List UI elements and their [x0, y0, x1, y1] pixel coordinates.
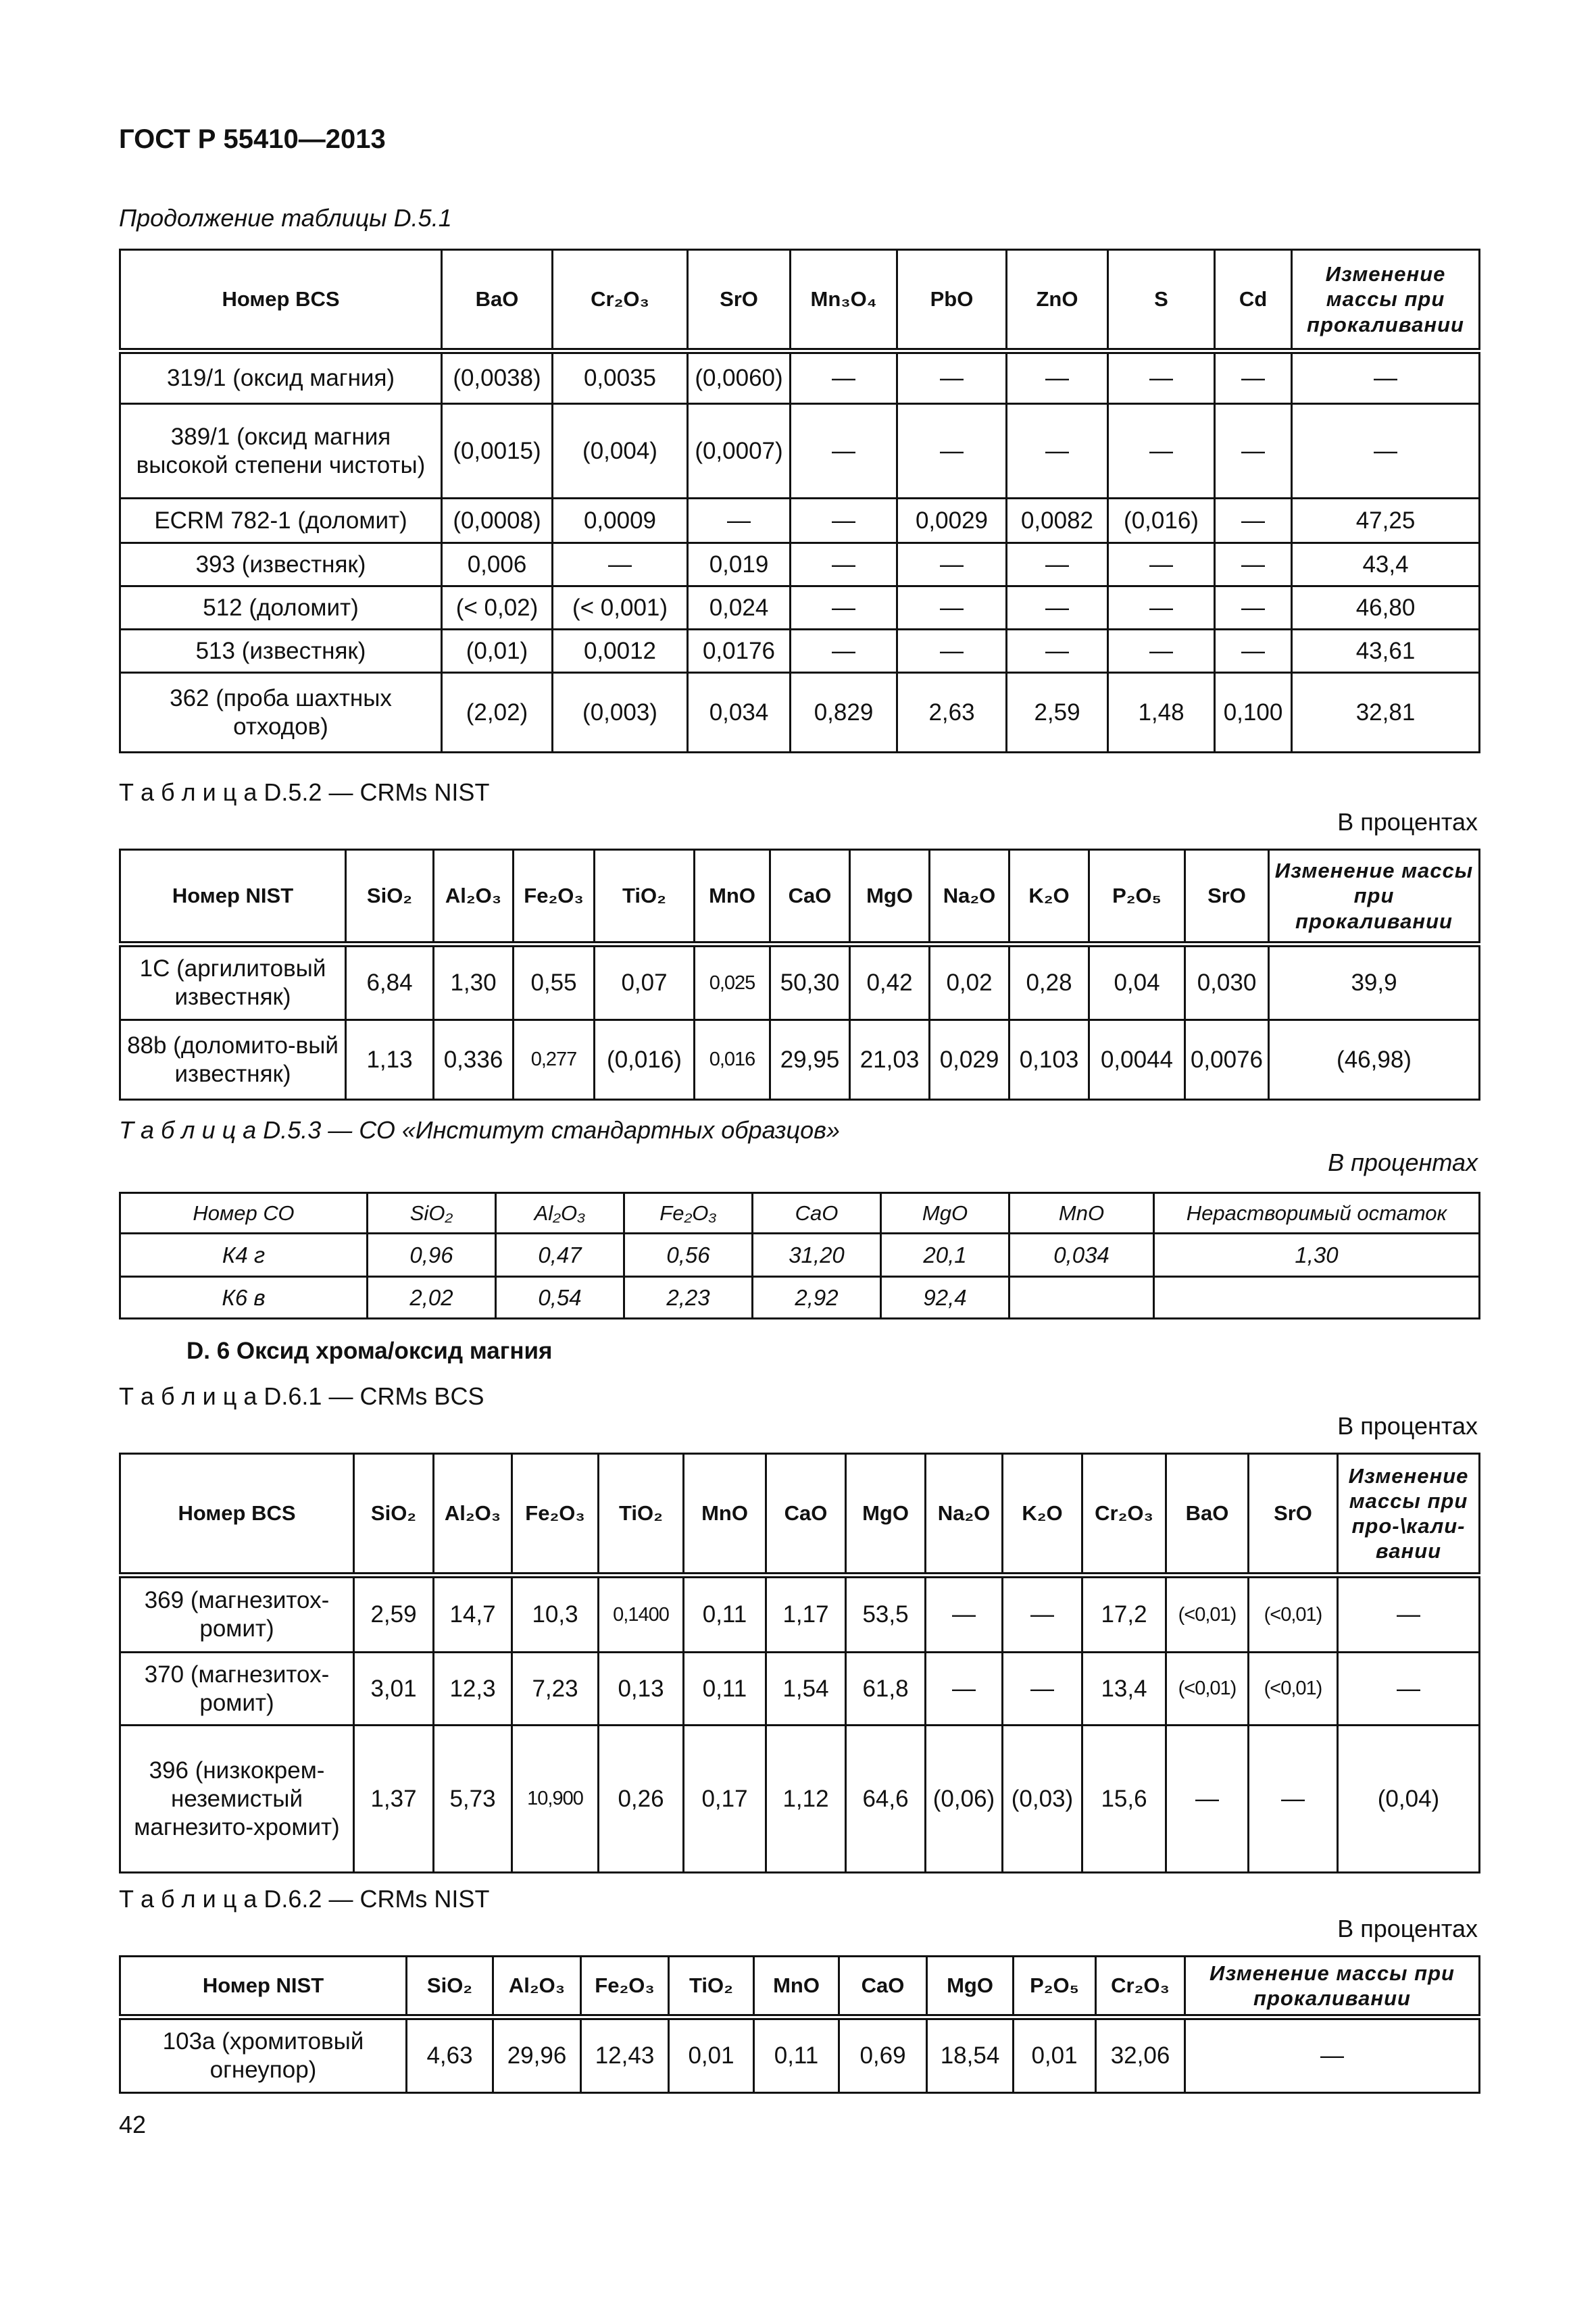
table-cell: 10,900: [512, 1726, 599, 1873]
table-row: [120, 586, 1480, 630]
table-cell: (<0,01): [1166, 1653, 1249, 1726]
table-cell: (0,06): [926, 1726, 1003, 1873]
col-header: Fe₂O₃: [581, 1957, 669, 2017]
table-cell: 0,47: [496, 1234, 624, 1277]
col-header: SrO: [1249, 1454, 1338, 1576]
table-cell: —: [1108, 351, 1215, 404]
table-cell: 47,25: [1292, 499, 1480, 543]
table-cell: 0,01: [1014, 2017, 1096, 2093]
table-cell: —: [688, 499, 791, 543]
col-header: MnO: [684, 1454, 766, 1576]
table-cell: (0,016): [1108, 499, 1215, 543]
table-cell: 3,01: [354, 1653, 434, 1726]
table-cell: —: [1338, 1576, 1480, 1653]
table-cell: —: [1215, 351, 1292, 404]
col-header: Cd: [1215, 250, 1292, 351]
table-cell: 0,277: [514, 1020, 595, 1100]
table-row: [120, 1653, 1480, 1726]
table-row: [120, 1726, 1480, 1873]
table-d62: [119, 1955, 1480, 2094]
table-cell: 0,103: [1009, 1020, 1089, 1100]
table-cell: 103a (хромитовый огнеупор): [120, 2017, 407, 2093]
table-row: [120, 1020, 1480, 1100]
table-cell: 0,07: [595, 945, 695, 1020]
table-cell: 2,59: [1007, 673, 1108, 753]
table-cell: —: [1292, 351, 1480, 404]
table-cell: —: [897, 351, 1007, 404]
table-cell: 50,30: [770, 945, 850, 1020]
table-cell: 0,54: [496, 1277, 624, 1319]
table-cell: 0,0029: [897, 499, 1007, 543]
col-header: MnO: [695, 850, 770, 945]
col-header: Изменение массы при про-\кали-вании: [1338, 1454, 1480, 1576]
table-cell: 64,6: [846, 1726, 926, 1873]
col-header: MgO: [927, 1957, 1014, 2017]
table-cell: 0,0082: [1007, 499, 1108, 543]
table-cell: 29,95: [770, 1020, 850, 1100]
col-header: Al₂O₃: [434, 1454, 512, 1576]
table-cell: 362 (проба шахтных отходов): [120, 673, 442, 753]
table-cell: (0,003): [553, 673, 688, 753]
table-cell: 0,02: [930, 945, 1009, 1020]
table-cell: 14,7: [434, 1576, 512, 1653]
table-cell: 0,336: [434, 1020, 514, 1100]
col-header: CaO: [770, 850, 850, 945]
col-header: Cr₂O₃: [1082, 1454, 1166, 1576]
col-header: Нерастворимый остаток: [1154, 1193, 1480, 1234]
table-d51: [119, 249, 1480, 753]
table-cell: —: [791, 543, 897, 586]
table-cell: —: [1007, 586, 1108, 630]
col-header: CaO: [839, 1957, 927, 2017]
table-cell: К4 г: [120, 1234, 368, 1277]
table-cell: 396 (низкокрем-неземистый магнезито-хромит): [120, 1726, 354, 1873]
table-cell: 0,56: [624, 1234, 753, 1277]
col-header: TiO₂: [669, 1957, 754, 2017]
table-cell: 0,55: [514, 945, 595, 1020]
table-cell: —: [791, 630, 897, 673]
table-cell: 15,6: [1082, 1726, 1166, 1873]
table-cell: 0,01: [669, 2017, 754, 2093]
col-header: SiO₂: [368, 1193, 496, 1234]
table-cell: 0,11: [684, 1576, 766, 1653]
table-cell: 0,029: [930, 1020, 1009, 1100]
table-header-row: [120, 1957, 1480, 2017]
table-cell: 92,4: [881, 1277, 1009, 1319]
table-cell: 1,37: [354, 1726, 434, 1873]
table-cell: 17,2: [1082, 1576, 1166, 1653]
table-cell: —: [1292, 404, 1480, 499]
table-cell: —: [1215, 543, 1292, 586]
table-cell: ECRM 782-1 (доломит): [120, 499, 442, 543]
table-cell: 0,025: [695, 945, 770, 1020]
col-header: BaO: [442, 250, 553, 351]
table-cell: 0,0044: [1089, 1020, 1185, 1100]
col-header: MnO: [1009, 1193, 1154, 1234]
col-header: SiO₂: [354, 1454, 434, 1576]
table-cell: 369 (магнезитох-ромит): [120, 1576, 354, 1653]
col-header: CaO: [753, 1193, 881, 1234]
table-cell: 0,26: [599, 1726, 684, 1873]
table-header-row: [120, 1454, 1480, 1576]
col-header: SrO: [688, 250, 791, 351]
table-cell: —: [1108, 630, 1215, 673]
table-cell: 43,61: [1292, 630, 1480, 673]
col-header: Al₂O₃: [493, 1957, 581, 2017]
table-cell: 2,02: [368, 1277, 496, 1319]
table-cell: 6,84: [346, 945, 434, 1020]
table-header-row: [120, 850, 1480, 945]
table-row: [120, 404, 1480, 499]
table-cell: 1C (аргилитовый известняк): [120, 945, 346, 1020]
table-cell: 1,30: [1154, 1234, 1480, 1277]
col-header: SrO: [1185, 850, 1269, 945]
col-header: P₂O₅: [1089, 850, 1185, 945]
table-row: [120, 1277, 1480, 1319]
section-d6-heading: D. 6 Оксид хрома/оксид магния: [186, 1338, 553, 1364]
table-cell: 53,5: [846, 1576, 926, 1653]
table-cell: 0,0076: [1185, 1020, 1269, 1100]
table-cell: —: [553, 543, 688, 586]
col-header: SiO₂: [407, 1957, 493, 2017]
table-cell: 43,4: [1292, 543, 1480, 586]
table-cell: —: [926, 1653, 1003, 1726]
table-cell: 1,13: [346, 1020, 434, 1100]
table-row: [120, 351, 1480, 404]
table-cell: —: [1003, 1576, 1082, 1653]
table-cell: —: [1108, 404, 1215, 499]
col-header: TiO₂: [599, 1454, 684, 1576]
col-header: Изменение массы при прокаливании: [1292, 250, 1480, 351]
table-cell: 12,3: [434, 1653, 512, 1726]
table-d52: [119, 849, 1480, 1101]
table-cell: 2,23: [624, 1277, 753, 1319]
table-cell: 46,80: [1292, 586, 1480, 630]
table-cell: 0,100: [1215, 673, 1292, 753]
col-header: Номер NIST: [120, 1957, 407, 2017]
table-cell: [1009, 1277, 1154, 1319]
table-d62-caption: Т а б л и ц а D.6.2 — CRMs NIST: [119, 1885, 490, 1913]
col-header: Fe₂O₃: [514, 850, 595, 945]
col-header: S: [1108, 250, 1215, 351]
col-header: MgO: [846, 1454, 926, 1576]
table-d52-caption: Т а б л и ц а D.5.2 — CRMs NIST: [119, 778, 490, 806]
table-cell: 0,034: [688, 673, 791, 753]
table-cell: —: [926, 1576, 1003, 1653]
table-row: [120, 1234, 1480, 1277]
table-cell: 370 (магнезитох-ромит): [120, 1653, 354, 1726]
table-d61: [119, 1453, 1480, 1873]
col-header: K₂O: [1009, 850, 1089, 945]
table-d61-units: В процентах: [1337, 1412, 1478, 1440]
table-d61-caption: Т а б л и ц а D.6.1 — CRMs BCS: [119, 1382, 484, 1410]
col-header: PbO: [897, 250, 1007, 351]
col-header: MgO: [881, 1193, 1009, 1234]
table-d53: [119, 1192, 1480, 1319]
table-cell: —: [1166, 1726, 1249, 1873]
table-cell: —: [1108, 586, 1215, 630]
table-row: [120, 2017, 1480, 2093]
table-cell: 0,0009: [553, 499, 688, 543]
table-cell: (46,98): [1269, 1020, 1480, 1100]
table-cell: 0,11: [684, 1653, 766, 1726]
table-cell: (0,0008): [442, 499, 553, 543]
table-cell: 12,43: [581, 2017, 669, 2093]
table-cell: —: [1215, 404, 1292, 499]
col-header: ZnO: [1007, 250, 1108, 351]
col-header: Al₂O₃: [434, 850, 514, 945]
table-cell: (0,0015): [442, 404, 553, 499]
table-cell: —: [1108, 543, 1215, 586]
table-cell: —: [791, 404, 897, 499]
table-d53-caption: Т а б л и ц а D.5.3 — СО «Институт стандартных образцов»: [119, 1116, 840, 1144]
table-cell: (0,0038): [442, 351, 553, 404]
table-cell: 61,8: [846, 1653, 926, 1726]
table-cell: 0,030: [1185, 945, 1269, 1020]
table-cell: 5,73: [434, 1726, 512, 1873]
table-cell: 1,30: [434, 945, 514, 1020]
col-header: Cr₂O₃: [1096, 1957, 1185, 2017]
table-cell: 21,03: [850, 1020, 930, 1100]
col-header: P₂O₅: [1014, 1957, 1096, 2017]
table-cell: —: [1215, 499, 1292, 543]
table-cell: 32,06: [1096, 2017, 1185, 2093]
table-cell: 1,17: [766, 1576, 846, 1653]
col-header: Na₂O: [926, 1454, 1003, 1576]
table-cell: 0,17: [684, 1726, 766, 1873]
page-number: 42: [119, 2111, 147, 2138]
table-cell: (0,03): [1003, 1726, 1082, 1873]
col-header: MnO: [754, 1957, 839, 2017]
col-header: CaO: [766, 1454, 846, 1576]
table-cell: —: [897, 586, 1007, 630]
table-d62-units: В процентах: [1337, 1915, 1478, 1942]
table-cell: 1,48: [1108, 673, 1215, 753]
table-d53-units: В процентах: [1328, 1149, 1478, 1176]
table-cell: 18,54: [927, 2017, 1014, 2093]
table-cell: (<0,01): [1249, 1653, 1338, 1726]
table-cell: 0,0035: [553, 351, 688, 404]
table-cell: 10,3: [512, 1576, 599, 1653]
col-header: Al₂O₃: [496, 1193, 624, 1234]
table-cell: 32,81: [1292, 673, 1480, 753]
table-cell: —: [897, 543, 1007, 586]
col-header: Номер СО: [120, 1193, 368, 1234]
table-cell: —: [1007, 543, 1108, 586]
table-cell: —: [791, 586, 897, 630]
table-cell: К6 в: [120, 1277, 368, 1319]
table-cell: 0,13: [599, 1653, 684, 1726]
table-header-row: [120, 250, 1480, 351]
col-header: Fe₂O₃: [624, 1193, 753, 1234]
table-row: [120, 945, 1480, 1020]
table-cell: 0,006: [442, 543, 553, 586]
table-row: [120, 499, 1480, 543]
table-d51-caption: Продолжение таблицы D.5.1: [119, 204, 452, 232]
table-cell: 7,23: [512, 1653, 599, 1726]
table-cell: 0,42: [850, 945, 930, 1020]
table-row: [120, 1576, 1480, 1653]
table-cell: —: [1215, 586, 1292, 630]
col-header: SiO₂: [346, 850, 434, 945]
table-cell: 0,04: [1089, 945, 1185, 1020]
table-cell: (< 0,001): [553, 586, 688, 630]
table-cell: (<0,01): [1249, 1576, 1338, 1653]
table-cell: —: [1249, 1726, 1338, 1873]
col-header: Номер NIST: [120, 850, 346, 945]
table-cell: 0,034: [1009, 1234, 1154, 1277]
table-cell: 0,019: [688, 543, 791, 586]
table-cell: [1154, 1277, 1480, 1319]
col-header: MgO: [850, 850, 930, 945]
table-cell: 2,63: [897, 673, 1007, 753]
table-cell: (0,04): [1338, 1726, 1480, 1873]
col-header: Na₂O: [930, 850, 1009, 945]
table-cell: 0,96: [368, 1234, 496, 1277]
table-cell: 319/1 (оксид магния): [120, 351, 442, 404]
table-cell: 0,016: [695, 1020, 770, 1100]
table-cell: 512 (доломит): [120, 586, 442, 630]
table-cell: (< 0,02): [442, 586, 553, 630]
table-cell: 20,1: [881, 1234, 1009, 1277]
table-cell: 513 (известняк): [120, 630, 442, 673]
table-row: [120, 630, 1480, 673]
table-cell: 0,0176: [688, 630, 791, 673]
table-cell: —: [897, 630, 1007, 673]
table-cell: 1,12: [766, 1726, 846, 1873]
col-header: Cr₂O₃: [553, 250, 688, 351]
table-cell: 0,024: [688, 586, 791, 630]
table-cell: 0,69: [839, 2017, 927, 2093]
table-cell: (<0,01): [1166, 1576, 1249, 1653]
table-cell: 0,28: [1009, 945, 1089, 1020]
table-cell: (0,01): [442, 630, 553, 673]
table-cell: 0,1400: [599, 1576, 684, 1653]
table-cell: (0,004): [553, 404, 688, 499]
table-cell: 88b (доломито-вый известняк): [120, 1020, 346, 1100]
table-cell: —: [1338, 1653, 1480, 1726]
table-cell: 31,20: [753, 1234, 881, 1277]
table-cell: 393 (известняк): [120, 543, 442, 586]
document-header: ГОСТ Р 55410—2013: [119, 124, 386, 154]
table-cell: —: [791, 499, 897, 543]
table-cell: —: [897, 404, 1007, 499]
table-cell: —: [1003, 1653, 1082, 1726]
col-header: Mn₃O₄: [791, 250, 897, 351]
col-header: Изменение массы при прокаливании: [1185, 1957, 1480, 2017]
col-header: Номер BCS: [120, 250, 442, 351]
col-header: Изменение массы при прокаливании: [1269, 850, 1480, 945]
table-cell: (0,016): [595, 1020, 695, 1100]
table-cell: 389/1 (оксид магния высокой степени чистоты): [120, 404, 442, 499]
col-header: BaO: [1166, 1454, 1249, 1576]
table-cell: —: [1215, 630, 1292, 673]
table-cell: (2,02): [442, 673, 553, 753]
col-header: Fe₂O₃: [512, 1454, 599, 1576]
table-cell: —: [1185, 2017, 1480, 2093]
table-cell: 2,59: [354, 1576, 434, 1653]
table-cell: 13,4: [1082, 1653, 1166, 1726]
table-cell: (0,0007): [688, 404, 791, 499]
table-cell: —: [1007, 630, 1108, 673]
table-cell: 4,63: [407, 2017, 493, 2093]
table-cell: —: [1007, 351, 1108, 404]
table-row: [120, 673, 1480, 753]
table-cell: 1,54: [766, 1653, 846, 1726]
table-cell: (0,0060): [688, 351, 791, 404]
col-header: Номер BCS: [120, 1454, 354, 1576]
col-header: K₂O: [1003, 1454, 1082, 1576]
table-cell: 0,0012: [553, 630, 688, 673]
table-row: [120, 543, 1480, 586]
table-cell: 29,96: [493, 2017, 581, 2093]
table-cell: 39,9: [1269, 945, 1480, 1020]
table-cell: —: [791, 351, 897, 404]
table-cell: 0,11: [754, 2017, 839, 2093]
table-d52-units: В процентах: [1337, 808, 1478, 836]
table-cell: 2,92: [753, 1277, 881, 1319]
col-header: TiO₂: [595, 850, 695, 945]
table-header-row: [120, 1193, 1480, 1234]
table-cell: —: [1007, 404, 1108, 499]
table-cell: 0,829: [791, 673, 897, 753]
